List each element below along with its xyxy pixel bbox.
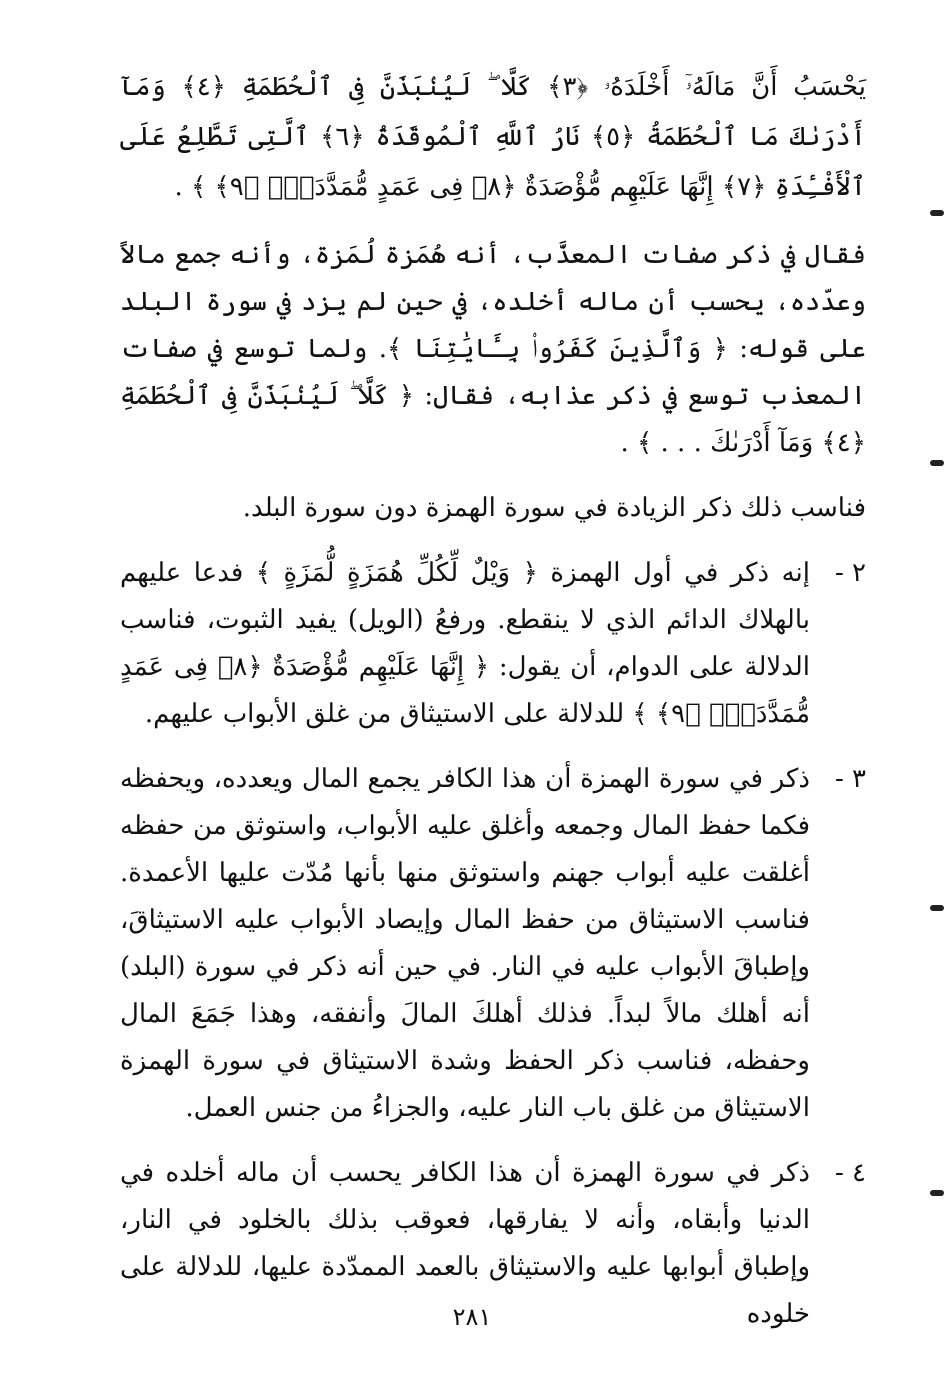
list-item-2 <box>120 550 866 738</box>
page-body <box>120 62 866 1356</box>
item-text: ذكر في سورة الهمزة أن هذا الكافر يجمع المال ويعدده، ويحفظه فكما حفظ المال وجمعه وأغلق عليه الأبواب، واستوثق من حفظه أغلقت عليه أبواب جهنم واستوثق منها بأنها مُدّت عليها الأعمدة. فناسب الاستيثاق من حفظ المال وإيصاد الأبواب عليه الاستيثاقَ، وإطباقَ الأبواب عليه في النار. في حين أنه ذكر في سورة (البلد) أنه أهلك مالاً لبداً. فذلك أهلكَ المالَ وأنفقه، وهذا جَمَعَ المال وحفظه، فناسب ذكر الحفظ وشدة الاستيثاق في سورة الهمزة الاستيثاق من غلق باب النار عليه، والجزاءُ من جنس العمل. <box>120 764 810 1123</box>
item-text: إنه ذكر في أول الهمزة ﴿ وَيْلٌ لِّكُلِّ هُمَزَةٍ لُّمَزَةٍ ﴾ فدعا عليهم بالهلاك الدائم الذي لا ينقطع. ورفعُ (الويل) يفيد الثبوت، فناسب الدلالة على الدوام، أن يقول: ﴿ إِنَّهَا عَلَيْهِم مُّؤْصَدَةٌ ﴿٨﴾ فِى عَمَدٍ مُّمَدَّدَةٍۭ ﴿٩﴾ ﴾ للدلالة على الاستيثاق من غلق الأبواب عليهم. <box>120 558 810 729</box>
paragraph-attributes: فقال في ذكر صفات المعذَّب، أنه هُمَزة لُمَزة، وأنه جمع مالاً وعدّده، يحسب أن ماله أخلده، في حين لم يزد في سورة البلد على قوله: ﴿ وَٱلَّذِينَ كَفَرُوا۟ بِـَٔايَٰتِنَا ﴾. ولما توسع في صفات المعذب توسع في ذكر عذابه، فقال: ﴿ كَلَّا ۖ لَيُنۢبَذَنَّ فِى ٱلْحُطَمَةِ ﴿٤﴾ وَمَآ أَدْرَىٰكَ . . . ﴾ . <box>120 240 867 458</box>
quran-verses-block: يَحْسَبُ أَنَّ مَالَهُۥٓ أَخْلَدَهُۥ ﴿٣﴾ كَلَّا ۖ لَيُنۢبَذَنَّ فِى ٱلْحُطَمَةِ ﴿٤﴾ وَمَآ أَدْرَىٰكَ مَا ٱلْحُطَمَةُ ﴿٥﴾ نَارُ ٱللَّهِ ٱلْمُوقَدَةُ ﴿٦﴾ ٱلَّتِى تَطَّلِعُ عَلَى ٱلْأَفْـِٔدَةِ ﴿٧﴾ إِنَّهَا عَلَيْهِم مُّؤْصَدَةٌ ﴿٨﴾ فِى عَمَدٍ مُّمَدَّدَةٍۭ ﴿٩﴾ ﴾ . <box>120 72 867 202</box>
scan-edge-mark <box>930 1190 944 1196</box>
scan-edge-mark <box>930 210 944 216</box>
scan-edge-mark <box>930 460 944 466</box>
paragraph-conclusion: فناسب ذلك ذكر الزيادة في سورة الهمزة دون سورة البلد. <box>242 493 866 523</box>
item-number: ٤ - <box>834 1158 866 1188</box>
item-number: ٢ - <box>834 558 866 588</box>
page-number: ٢٨١ <box>452 1303 492 1331</box>
list-item-3 <box>120 756 866 1132</box>
item-number: ٣ - <box>834 764 866 794</box>
item-text: ذكر في سورة الهمزة أن هذا الكافر يحسب أن ماله أخلده في الدنيا وأبقاه، وأنه لا يفارقها، فعوقب بذلك بالخلود في النار، وإطباق أبوابها عليه والاستيثاق بالعمد الممدّدة عليها، للدلالة على خلوده <box>120 1158 810 1329</box>
scan-edge-mark <box>930 905 944 911</box>
